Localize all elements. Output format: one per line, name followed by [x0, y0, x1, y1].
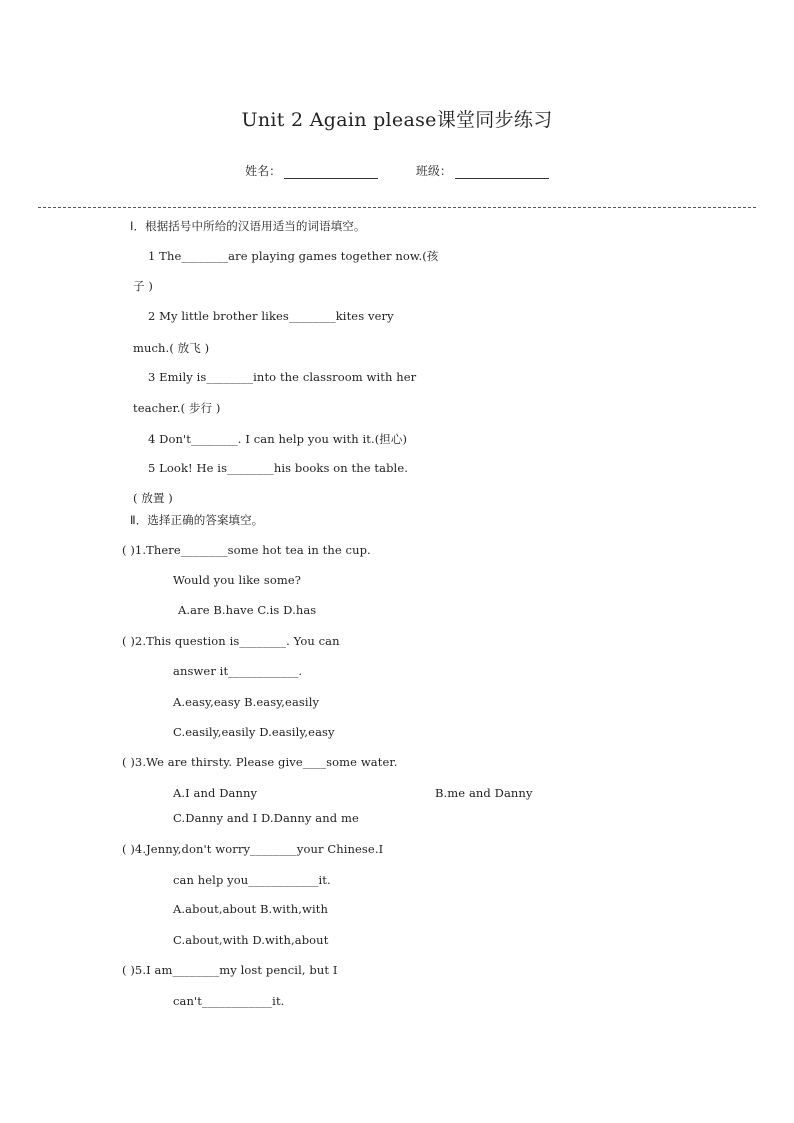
q3-option-b: B.me and Danny [435, 786, 533, 800]
s1-line-8: 5 Look! He is________his books on the table. [148, 461, 408, 475]
q1-cont: Would you like some? [173, 573, 302, 587]
page-title: Unit 2 Again please课堂同步练习 [241, 109, 553, 131]
name-blank[interactable] [284, 164, 378, 179]
s1-line-5: 3 Emily is________into the classroom with her [148, 370, 417, 384]
q4-options-1: A.about,about B.with,with [173, 902, 328, 916]
q3-stem: ( )3.We are thirsty. Please give____some water. [122, 755, 398, 769]
s1-line-3: 2 My little brother likes________kites very [148, 309, 394, 323]
q2-options-2: C.easily,easily D.easily,easy [173, 725, 335, 739]
s1-line-9: ( 放置 ) [133, 491, 173, 505]
q3-option-a: A.I and Danny [173, 786, 258, 800]
section1-heading: Ⅰ．根据括号中所给的汉语用适当的词语填空。 [130, 219, 366, 233]
q4-cont: can help you____________it. [173, 873, 331, 887]
q2-stem: ( )2.This question is________. You can [122, 634, 340, 648]
q5-stem: ( )5.I am________my lost pencil, but I [122, 963, 338, 977]
q2-options-1: A.easy,easy B.easy,easily [173, 695, 320, 709]
class-blank[interactable] [455, 164, 549, 179]
s1-line-4: much.( 放飞 ) [133, 341, 210, 355]
s1-line-6: teacher.( 步行 ) [133, 401, 221, 415]
q4-stem: ( )4.Jenny,don't worry________your Chinese.I [122, 842, 384, 856]
q2-cont: answer it____________. [173, 664, 303, 678]
student-info-bar [0, 162, 794, 179]
section2-heading: Ⅱ．选择正确的答案填空。 [130, 513, 264, 527]
q3-options-2: C.Danny and I D.Danny and me [173, 811, 359, 825]
q4-options-2: C.about,with D.with,about [173, 933, 329, 947]
q1-stem: ( )1.There________some hot tea in the cup. [122, 543, 371, 557]
q5-cont: can't____________it. [173, 994, 285, 1008]
class-label: 班级： [415, 164, 452, 178]
name-label: 姓名： [245, 164, 282, 178]
dashed-divider [38, 207, 756, 208]
s1-line-7: 4 Don't________. I can help you with it.(担心) [148, 432, 408, 446]
s1-line-2: 子 ) [133, 279, 153, 293]
q1-options: A.are B.have C.is D.has [178, 603, 317, 617]
s1-line-1: 1 The________are playing games together now.(孩 [148, 249, 439, 263]
